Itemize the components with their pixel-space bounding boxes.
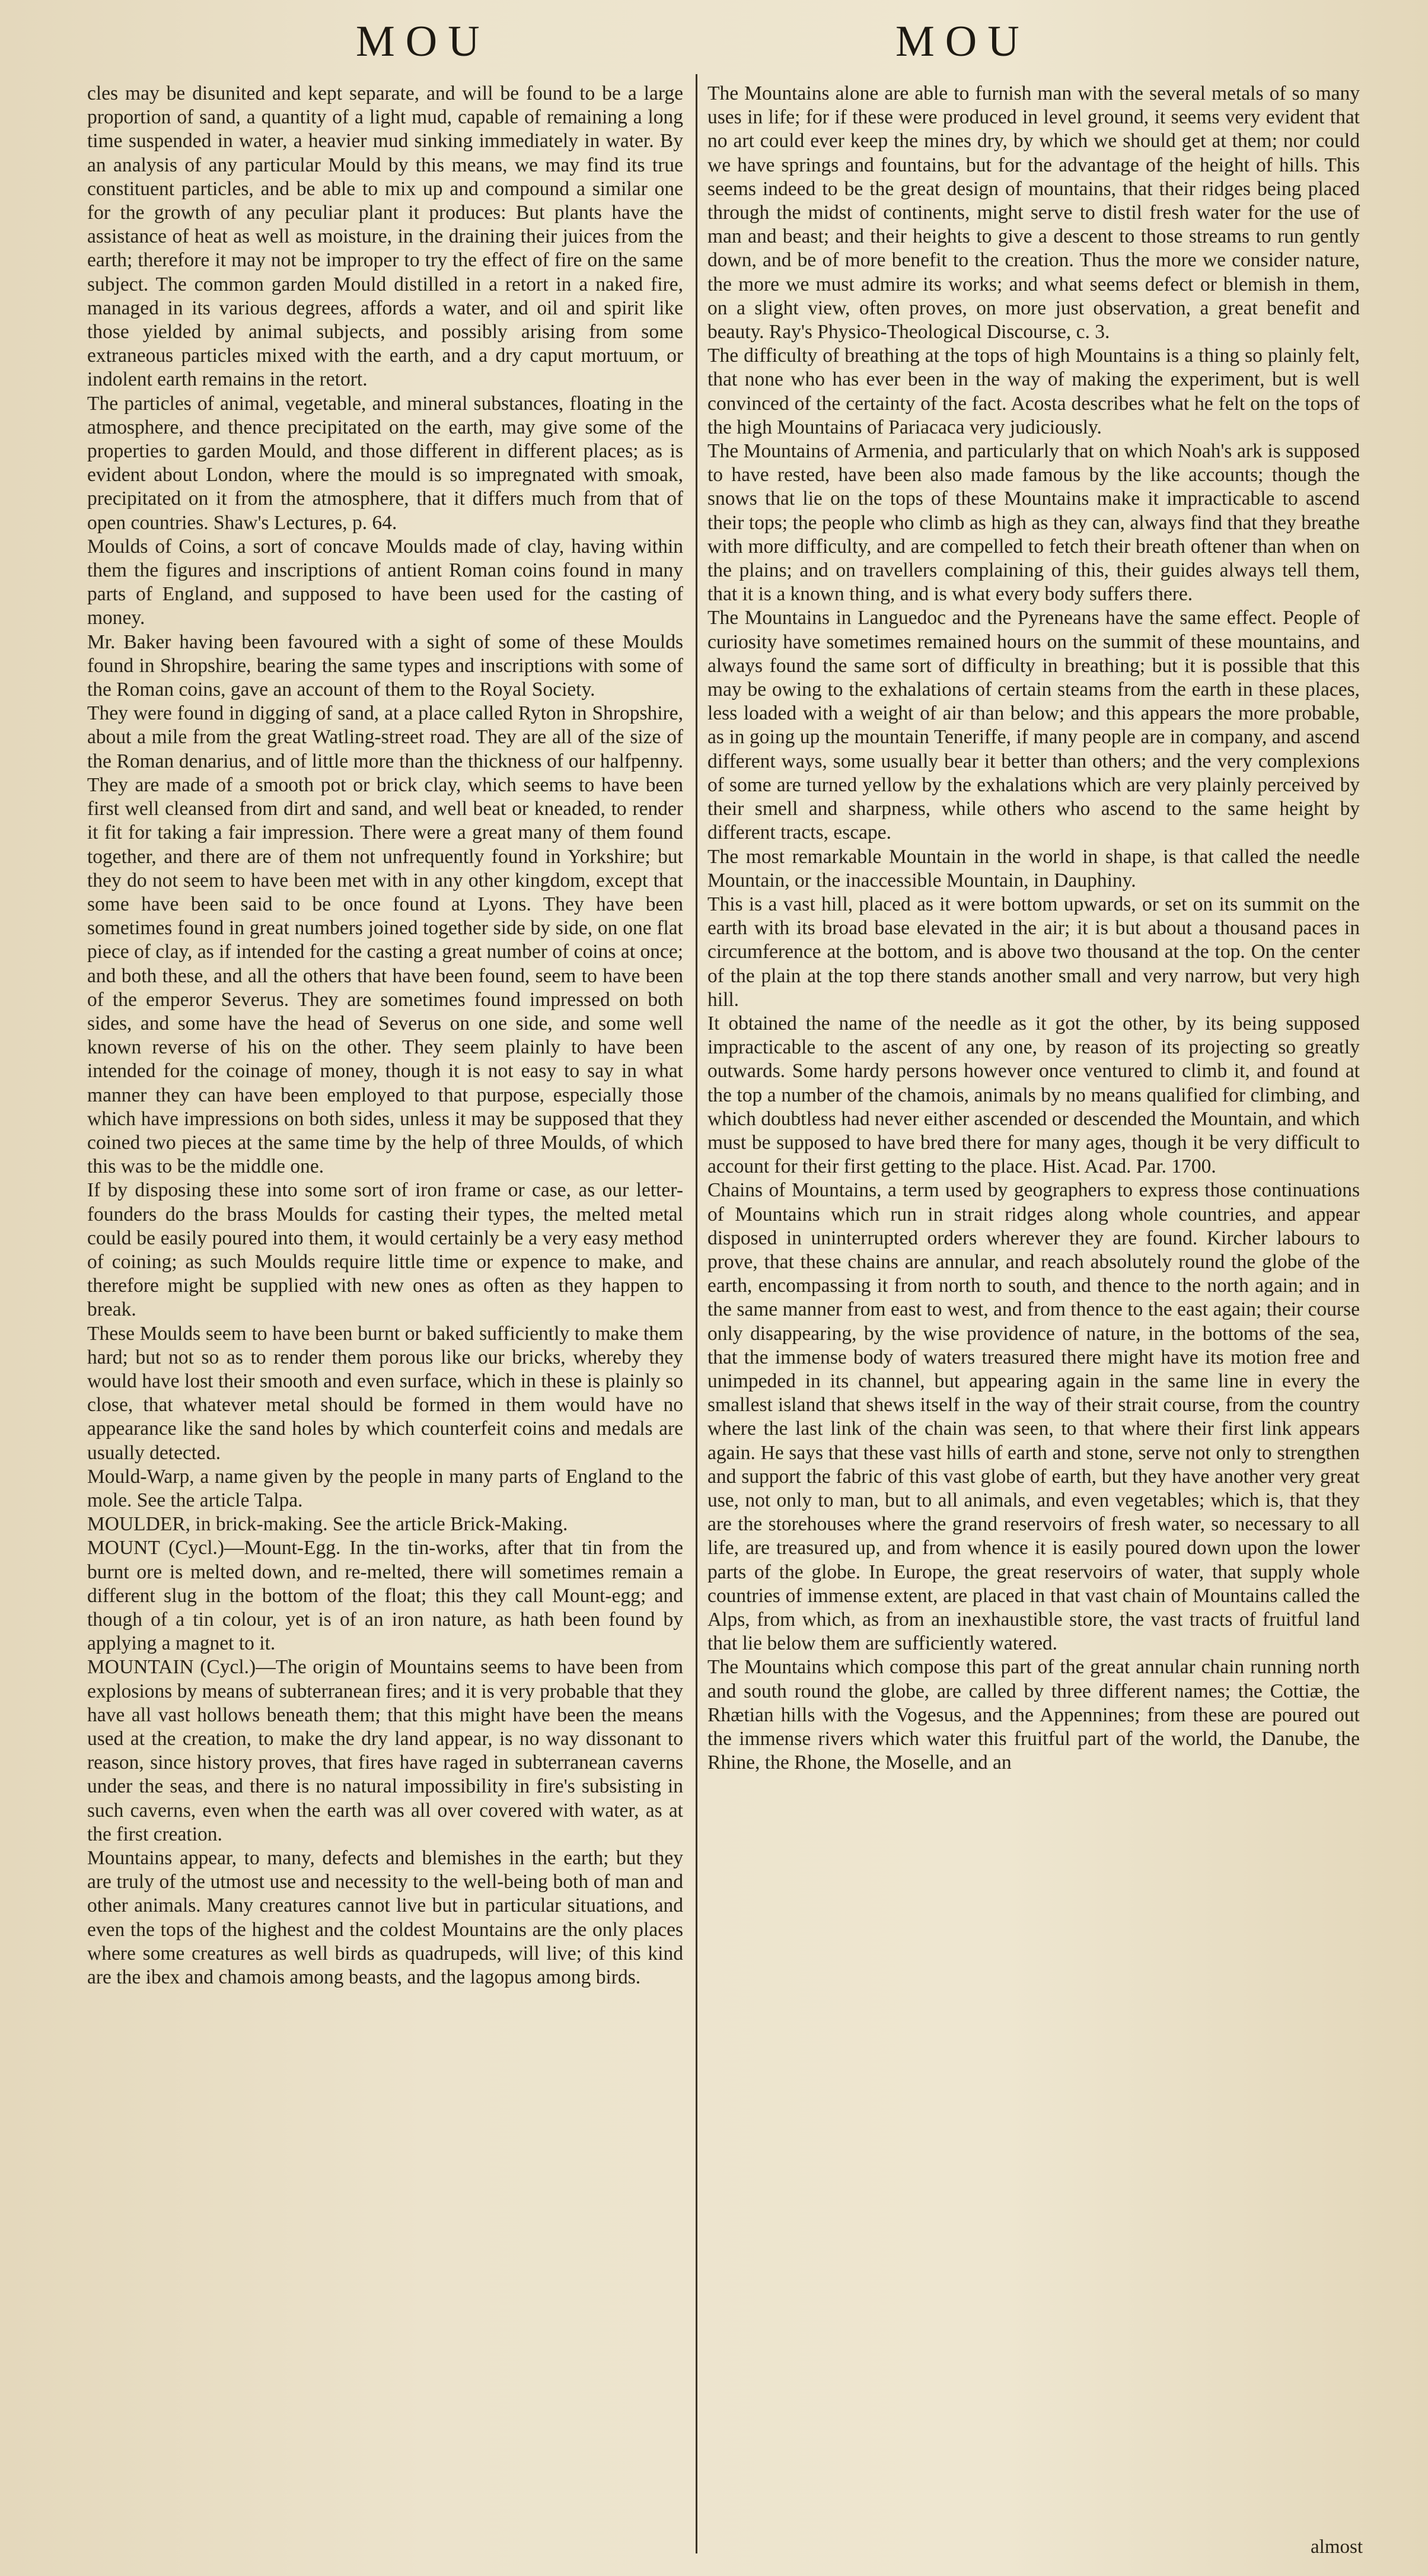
- column-divider: [696, 74, 697, 2553]
- paragraph: Moulds of Coins, a sort of concave Moulds made of clay, having within them the figures and inscriptions of antient Roman coins found in many parts of England, and supposed to have been used for the casting of money.: [87, 535, 683, 629]
- paragraph: MOULDER, in brick-making. See the article Brick-Making.: [87, 1513, 568, 1536]
- paragraph: The particles of animal, vegetable, and mineral substances, floating in the atmosphere, and thence precipitated on the earth, may give some of the properties to garden Mould, and those different in different places; as is evident about London, where the mould is so impregnated with smoak, precipitated on it from the atmosphere, that it differs much from that of open countries. Shaw's Lectures, p. 64.: [87, 392, 683, 534]
- paragraph: MOUNTAIN (Cycl.)—The origin of Mountains seems to have been from explosions by means of subterranean fires; and it is very probable that they have all vast hollows beneath them; that this might have been the means used at the creation, to make the dry land appear, is no way dissonant to reason, since history proves, that fires have raged in subterranean caverns under the seas, and there is no natural impossibility in fire's subsisting in such caverns, even when the earth was all over covered with water, as at the first creation.: [87, 1656, 683, 1845]
- paragraph: cles may be disunited and kept separate, and will be found to be a large proportion of sand, a quantity of a light mud, capable of remaining a long time suspended in water, a heavier mud sinking immediately in water. By an analysis of any particular Mould by this means, we may find its true constituent particles, and be able to mix up and compound a similar one for the growth of any peculiar plant it produces: But plants have the assistance of heat as well as moisture, in the draining their juices from the earth; therefore it may not be improper to try the effect of fire on the same subject. The common garden Mould distilled in a retort in a naked fire, managed in its various degrees, affords a water, and oil and spirit like those yielded by animal subjects, and possibly arising from some extraneous particles mixed with the earth, and a dry caput mortuum, or indolent earth remains in the retort.: [87, 82, 683, 391]
- paragraph: The Mountains of Armenia, and particularly that on which Noah's ark is supposed to have rested, have been also made famous by the like accounts; though the snows that lie on the tops of these Mountains make it impracticable to ascend their tops; the people who climb as high as they can, always find that they breathe with more difficulty, and are compelled to fetch their breath oftener than when on the plains; and on travellers complaining of this, their guides always tell them, that it is a known thing, and is what every body suffers there.: [707, 440, 1360, 606]
- paragraph: The difficulty of breathing at the tops of high Mountains is a thing so plainly felt, that none who has ever been in the way of making the experiment, but is well convinced of the certainty of the fact. Acosta describes what he felt on the tops of the high Mountains of Pariacaca very judiciously.: [707, 345, 1360, 438]
- left-column: [87, 82, 683, 1989]
- catchword: almost: [1311, 2536, 1363, 2558]
- paragraph: Mountains appear, to many, defects and blemishes in the earth; but they are truly of the utmost use and necessity to the well-being both of man and other animals. Many creatures cannot live but in particular situations, and even the tops of the highest and the coldest Mountains are the only places where some creatures as well birds as quadrupeds, will live; of this kind are the ibex and chamois among beasts, and the lagopus among birds.: [87, 1847, 683, 1989]
- running-head-left: MOU: [356, 17, 490, 66]
- paragraph: This is a vast hill, placed as it were bottom upwards, or set on its summit on the earth with its broad base elevated in the air; it is but about a thousand paces in circumference at the bottom, and is above two thousand at the top. On the center of the plain at the top there stands another small and very narrow, but very high hill.: [707, 893, 1360, 1011]
- paragraph: These Moulds seem to have been burnt or baked sufficiently to make them hard; but not so as to render them porous like our bricks, whereby they would have lost their smooth and even surface, which in these is plainly so close, that whatever metal should be formed in them would have no appearance like the sand holes by which counterfeit coins and medals are usually detected.: [87, 1322, 683, 1464]
- paragraph: Mould-Warp, a name given by the people in many parts of England to the mole. See the article Talpa.: [87, 1465, 683, 1511]
- paragraph: The most remarkable Mountain in the world in shape, is that called the needle Mountain, or the inaccessible Mountain, in Dauphiny.: [707, 845, 1360, 891]
- paragraph: The Mountains alone are able to furnish man with the several metals of so many uses in life; for if these were produced in level ground, it seems very evident that no art could ever keep the mines dry, by which we should get at them; nor could we have springs and fountains, but for the advantage of the height of hills. This seems indeed to be the great design of mountains, that their ridges being placed through the midst of continents, might serve to distil fresh water for the use of man and beast; and their heights to give a descent to those streams to run gently down, and be of more benefit to the creation. Thus the more we consider nature, the more we must admire its works; and what seems defect or blemish in them, on a slight view, often proves, on more just observation, a great benefit and beauty. Ray's Physico-Theological Discourse, c. 3.: [707, 82, 1360, 343]
- paragraph: Mr. Baker having been favoured with a sight of some of these Moulds found in Shropshire, bearing the same types and inscriptions with some of the Roman coins, gave an account of them to the Royal Society.: [87, 631, 683, 701]
- paragraph: MOUNT (Cycl.)—Mount-Egg. In the tin-works, after that tin from the burnt ore is melted down, and re-melted, there will sometimes remain a different slug in the bottom of the float; this they call Mount-egg; and though of a tin colour, yet is of an iron nature, as hath been found by applying a magnet to it.: [87, 1537, 683, 1655]
- paragraph: It obtained the name of the needle as it got the other, by its being supposed impracticable to the ascent of any one, by reason of its projecting so greatly outwards. Some hardy persons however once ventured to climb it, and found at the top a number of the chamois, animals by no means qualified for climbing, and which doubtless had never either ascended or descended the Mountain, and which must be supposed to have bred there for many ages, though it be very difficult to account for their first getting to the place. Hist. Acad. Par. 1700.: [707, 1012, 1360, 1178]
- paragraph: The Mountains which compose this part of the great annular chain running north and south round the globe, are called by three different names; the Cottiæ, the Rhætian hills with the Vogesus, and the Appennines; from these are poured out the immense rivers which water this fruitful part of the world, the Danube, the Rhine, the Rhone, the Moselle, and an: [707, 1656, 1360, 1774]
- paragraph: The Mountains in Languedoc and the Pyreneans have the same effect. People of curiosity have sometimes remained hours on the summit of these mountains, and always found the same sort of difficulty in breathing; but it is possible that this may be owing to the exhalations of certain steams from the earth in these places, less loaded with a weight of air than below; and this appears the more probable, as in going up the mountain Teneriffe, if many people are in company, and ascend different ways, some usually bear it better than others; and the very complexions of some are turned yellow by the exhalations which are very plainly perceived by their smell and sharpness, while others who ascend to the same height by different tracts, escape.: [707, 607, 1360, 844]
- paragraph: Chains of Mountains, a term used by geographers to express those continuations of Mountains which run in strait ridges along whole countries, and appear disposed in uninterrupted orders wherever they are found. Kircher labours to prove, that these chains are annular, and reach absolutely round the globe of the earth, encompassing it from north to south, and thence to the north again; and in the same manner from east to west, and from thence to the east again; their course only disappearing, by the wise providence of nature, in the bottoms of the sea, that the immense body of waters treasured there might have its motion free and unimpeded in its channel, but appearing again in the same line in every the smallest island that shews itself in the way of their strait course, from the country where the last link of the chain was seen, to that where their first link appears again. He says that these vast hills of earth and stone, serve not only to strengthen and support the fabric of this vast globe of earth, but they have another very great use, not only to man, but to all animals, and even vegetables; which is, that they are the storehouses where the grand reservoirs of fresh water, so necessary to all life, are treasured up, and from whence it is easily poured down upon the lower parts of the globe. In Europe, the great reservoirs of water, that supply whole countries of immense extent, are placed in that vast chain of Mountains called the Alps, from which, as from an inexhaustible store, the vast tracts of fruitful land that lie below them are sufficiently watered.: [707, 1179, 1360, 1655]
- running-head-right: MOU: [895, 17, 1030, 66]
- paragraph: They were found in digging of sand, at a place called Ryton in Shropshire, about a mile from the great Watling-street road. They are all of the size of the Roman denarius, and of little more than the thickness of our halfpenny. They are made of a smooth pot or brick clay, which seems to have been first well cleansed from dirt and sand, and well beat or kneaded, to render it fit for taking a fair impression. There were a great many of them found together, and there are of them not unfrequently found in Yorkshire; but they do not seem to have been met with in any other kingdom, except that some have been said to be once found at Lyons. They have been sometimes found in great numbers joined together side by side, on one flat piece of clay, as if intended for the casting a great number of coins at once; and both these, and all the others that have been found, seem to have been of the emperor Severus. They are sometimes found impressed on both sides, and some have the head of Severus on one side, and some well known reverse of his on the other. They seem plainly to have been intended for the coinage of money, though it is not easy to say in what manner they can have been employed to that purpose, especially those which have impressions on both sides, unless it may be supposed that they coined two pieces at the same time by the help of three Moulds, of which this was to be the middle one.: [87, 702, 683, 1178]
- paragraph: If by disposing these into some sort of iron frame or case, as our letter-founders do the brass Moulds for casting their types, the melted metal could be easily poured into them, it would certainly be a very easy method of coining; as such Moulds require little time or expence to make, and therefore might be supplied with new ones as often as they happen to break.: [87, 1179, 683, 1321]
- right-column: [707, 82, 1360, 1775]
